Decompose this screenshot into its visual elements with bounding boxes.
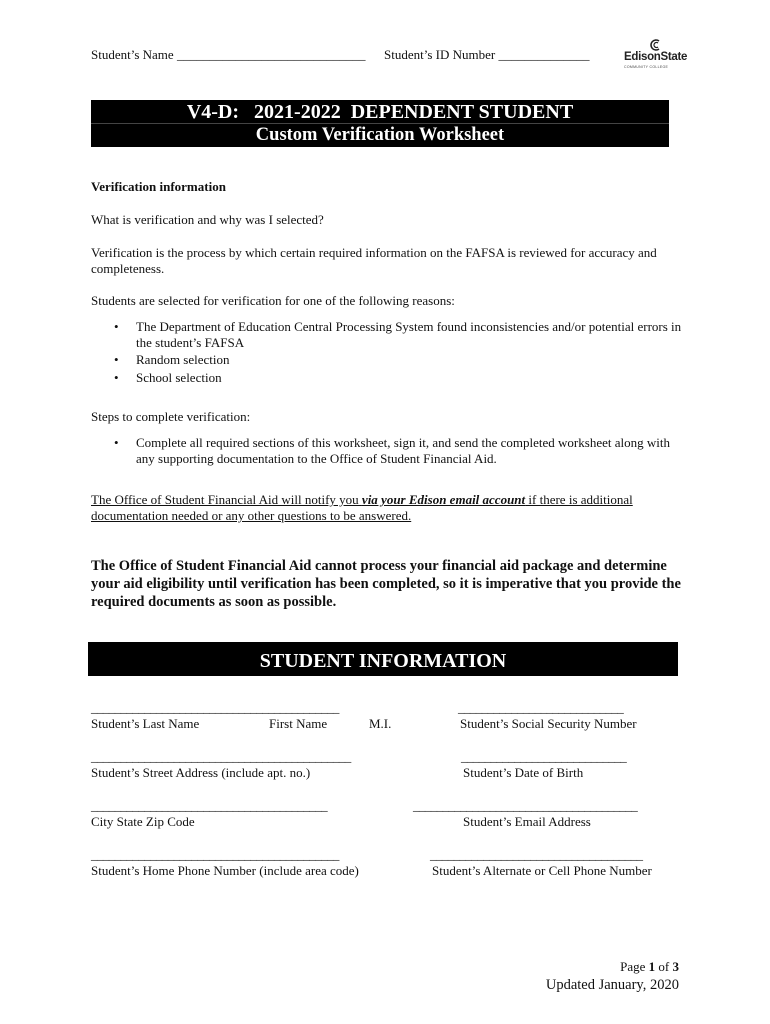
city-state-zip-blank: ________________________________________	[91, 798, 328, 813]
street-address-blank: ____________________________________________	[91, 749, 351, 764]
student-name-label: Student’s Name	[91, 47, 174, 62]
list-item: Complete all required sections of this worksheet, sign it, and send the completed worksheet along with any supporting documentation to the Office of Student Financial Aid.	[136, 435, 670, 466]
page-total: 3	[672, 959, 679, 974]
student-information-heading: STUDENT INFORMATION	[88, 642, 678, 676]
home-phone-blank: __________________________________________	[91, 847, 339, 862]
last-name-label: Student’s Last Name	[91, 716, 200, 731]
worksheet-title-bar	[91, 100, 669, 147]
alt-phone-blank: ____________________________________	[430, 847, 643, 862]
email-label: Student’s Email Address	[463, 814, 591, 829]
bullet-marker: •	[114, 319, 119, 334]
last-name-blank: __________________________________________	[91, 700, 339, 715]
list-item: The Department of Education Central Processing System found inconsistencies and/or potential errors in the student’s FAFSA	[136, 319, 682, 350]
logo-subtext: COMMUNITY COLLEGE	[624, 65, 669, 69]
steps-intro: Steps to complete verification:	[91, 409, 251, 424]
page-number	[620, 959, 679, 975]
edison-state-logo	[624, 38, 690, 70]
ssn-blank: ____________________________	[458, 700, 624, 715]
student-name-field	[91, 47, 365, 63]
student-id-blank: ______________	[498, 47, 590, 62]
page-current: 1	[648, 959, 656, 974]
student-name-blank: _____________________________	[176, 47, 366, 62]
street-address-label: Student’s Street Address (include apt. no.)	[91, 765, 311, 780]
worksheet-title: V4-D: 2021-2022 DEPENDENT STUDENT	[186, 101, 574, 123]
logo-mark-icon	[649, 38, 663, 52]
verification-heading: Verification information	[91, 179, 226, 194]
notice-text-after: if there is additional documentation needed or any other questions to be answered.	[91, 492, 633, 523]
page-of: of	[655, 959, 673, 974]
logo-text: EdisonState	[624, 51, 688, 63]
ssn-label: Student’s Social Security Number	[460, 716, 637, 731]
worksheet-subtitle: Custom Verification Worksheet	[255, 125, 505, 145]
bullet-marker: •	[114, 352, 119, 367]
alt-phone-label: Student’s Alternate or Cell Phone Number	[432, 863, 652, 878]
reasons-intro: Students are selected for verification for one of the following reasons:	[91, 293, 455, 308]
verification-question: What is verification and why was I selected?	[91, 212, 324, 227]
notice-text-before: The Office of Student Financial Aid will notify you	[91, 492, 362, 507]
important-notice: The Office of Student Financial Aid cannot process your financial aid package and determine your aid eligibility until verification has been completed, so it is imperative that you provide the required documents as soon as possible.	[91, 558, 681, 610]
verification-definition: Verification is the process by which certain required information on the FAFSA is reviewed for accuracy and completeness.	[91, 245, 657, 276]
first-name-label: First Name	[269, 716, 328, 731]
list-item: School selection	[136, 370, 222, 385]
email-blank: ______________________________________	[413, 798, 638, 813]
notification-notice	[91, 492, 673, 524]
dob-blank: ____________________________	[461, 749, 627, 764]
student-id-field	[384, 47, 589, 63]
notice-email-emphasis: via your Edison email account	[361, 492, 526, 507]
page-prefix: Page	[620, 959, 649, 974]
home-phone-label: Student’s Home Phone Number (include area code)	[91, 863, 359, 878]
city-state-zip-label: City State Zip Code	[91, 814, 195, 829]
title-divider	[91, 123, 669, 124]
student-id-label: Student’s ID Number	[384, 47, 496, 62]
middle-initial-label: M.I.	[369, 716, 392, 731]
list-item: Random selection	[136, 352, 230, 367]
bullet-marker: •	[114, 435, 119, 450]
bullet-marker: •	[114, 370, 119, 385]
updated-date: Updated January, 2020	[545, 977, 679, 993]
dob-label: Student’s Date of Birth	[463, 765, 584, 780]
